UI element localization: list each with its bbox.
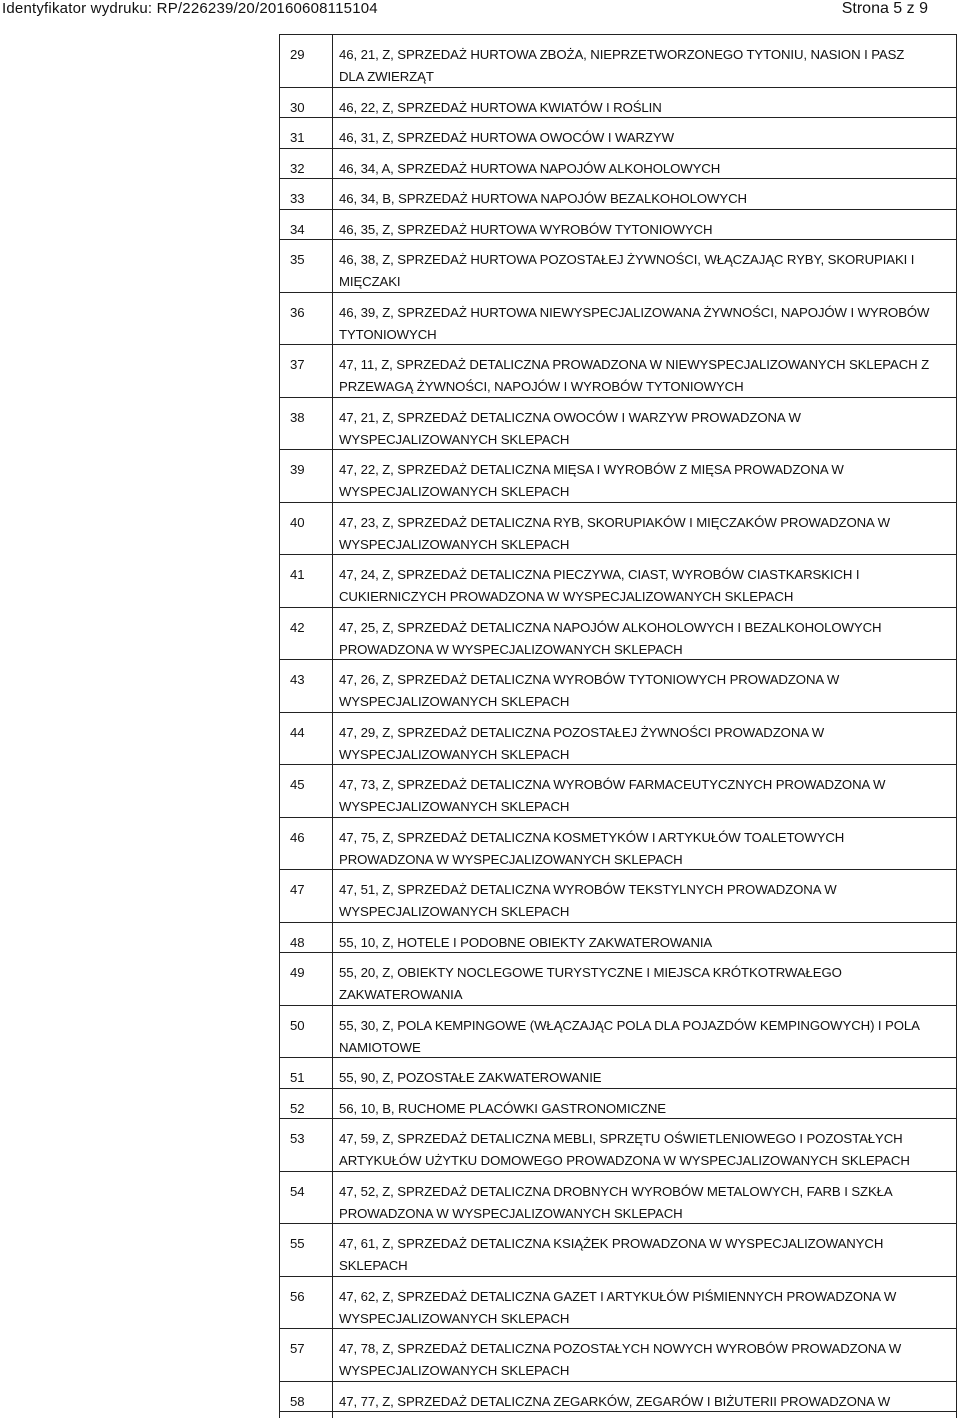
- description-line: SKLEPACH: [339, 1258, 408, 1273]
- description-line: 47, 59, Z, SPRZEDAŻ DETALICZNA MEBLI, SPRZĘTU OŚWIETLENIOWEGO I POZOSTAŁYCH: [339, 1131, 903, 1146]
- row-description: [339, 962, 951, 1006]
- description-line: WYSPECJALIZOWANYCH SKLEPACH: [339, 746, 570, 762]
- table-row: [280, 1277, 956, 1330]
- row-description: [339, 1098, 951, 1120]
- description-line: 47, 78, Z, SPRZEDAŻ DETALICZNA POZOSTAŁYCH NOWYCH WYROBÓW PROWADZONA W: [339, 1341, 902, 1356]
- row-description: [339, 407, 951, 451]
- row-description: [339, 1181, 951, 1225]
- row-number: 44: [290, 724, 305, 740]
- description-line: 47, 51, Z, SPRZEDAŻ DETALICZNA WYROBÓW TEKSTYLNYCH PROWADZONA W: [339, 882, 837, 897]
- row-number: 52: [290, 1100, 305, 1116]
- description-line: 55, 30, Z, POLA KEMPINGOWE (WŁĄCZAJĄC POLA DLA POJAZDÓW KEMPINGOWYCH) I POLA: [339, 1017, 920, 1033]
- table-row: [280, 953, 956, 1006]
- description-line: 46, 34, A, SPRZEDAŻ HURTOWA NAPOJÓW ALKOHOLOWYCH: [339, 160, 721, 176]
- row-number: 40: [290, 514, 305, 530]
- description-line: WYSPECJALIZOWANYCH SKLEPACH: [339, 1363, 570, 1378]
- description-line: PROWADZONA W WYSPECJALIZOWANYCH SKLEPACH: [339, 641, 683, 657]
- description-line: 47, 75, Z, SPRZEDAŻ DETALICZNA KOSMETYKÓW I ARTYKUŁÓW TOALETOWYCH: [339, 829, 845, 845]
- row-number: 58: [290, 1393, 305, 1409]
- row-description: [339, 932, 951, 954]
- row-number: 53: [290, 1131, 305, 1146]
- row-number: 57: [290, 1341, 305, 1356]
- row-number: 56: [290, 1288, 305, 1304]
- table-row: [280, 1172, 956, 1225]
- description-line: WYSPECJALIZOWANYCH SKLEPACH: [339, 694, 570, 709]
- page-number: Strona 5 z 9: [841, 0, 928, 17]
- row-number: 33: [290, 191, 305, 206]
- description-line: PRZEWAGĄ ŻYWNOŚCI, NAPOJÓW I WYROBÓW TYTONIOWYCH: [339, 379, 744, 394]
- row-number: 43: [290, 672, 305, 687]
- row-description: [339, 97, 951, 119]
- description-line: ZAKWATEROWANIA: [339, 987, 463, 1002]
- description-line: 55, 10, Z, HOTELE I PODOBNE OBIEKTY ZAKWATEROWANIA: [339, 934, 713, 950]
- row-number: 47: [290, 882, 305, 897]
- table-row: [280, 660, 956, 713]
- pkd-table: [279, 34, 957, 1418]
- description-line: WYSPECJALIZOWANYCH SKLEPACH: [339, 536, 570, 552]
- table-row: [280, 88, 956, 119]
- description-line: 55, 90, Z, POZOSTAŁE ZAKWATEROWANIE: [339, 1070, 602, 1085]
- description-line: PROWADZONA W WYSPECJALIZOWANYCH SKLEPACH: [339, 1205, 683, 1221]
- table-row: [280, 179, 956, 210]
- description-line: 47, 61, Z, SPRZEDAŻ DETALICZNA KSIĄŻEK PROWADZONA W WYSPECJALIZOWANYCH: [339, 1236, 884, 1251]
- row-description: [339, 354, 951, 398]
- description-line: NAMIOTOWE: [339, 1039, 421, 1055]
- row-description: [339, 188, 951, 210]
- row-number: 30: [290, 99, 305, 115]
- row-number: 38: [290, 409, 305, 425]
- table-row: [280, 1058, 956, 1089]
- table-row: [280, 503, 956, 556]
- description-line: DLA ZWIERZĄT: [339, 69, 434, 84]
- description-line: PROWADZONA W WYSPECJALIZOWANYCH SKLEPACH: [339, 851, 683, 867]
- description-line: 47, 26, Z, SPRZEDAŻ DETALICZNA WYROBÓW TYTONIOWYCH PROWADZONA W: [339, 672, 840, 687]
- row-number: 35: [290, 252, 305, 267]
- table-row: [280, 765, 956, 818]
- row-number: 54: [290, 1183, 305, 1199]
- description-line: 46, 21, Z, SPRZEDAŻ HURTOWA ZBOŻA, NIEPRZETWORZONEGO TYTONIU, NASION I PASZ: [339, 47, 905, 62]
- description-line: 47, 62, Z, SPRZEDAŻ DETALICZNA GAZET I ARTYKUŁÓW PIŚMIENNYCH PROWADZONA W: [339, 1288, 897, 1304]
- table-row: [280, 1119, 956, 1172]
- row-description: [339, 1338, 951, 1382]
- row-number: 36: [290, 304, 305, 320]
- row-description: [339, 564, 951, 608]
- table-row: [280, 345, 956, 398]
- row-number: 34: [290, 221, 305, 237]
- table-row: [280, 1224, 956, 1277]
- row-number: 31: [290, 130, 305, 145]
- table-row: [280, 818, 956, 871]
- description-line: MIĘCZAKI: [339, 274, 401, 289]
- row-number: 45: [290, 777, 305, 792]
- description-line: 47, 11, Z, SPRZEDAŻ DETALICZNA PROWADZONA W NIEWYSPECJALIZOWANYCH SKLEPACH Z: [339, 357, 930, 372]
- row-number: 51: [290, 1070, 305, 1085]
- table-row: [280, 35, 956, 88]
- row-number: 42: [290, 619, 305, 635]
- row-description: [339, 158, 951, 180]
- description-line: 46, 35, Z, SPRZEDAŻ HURTOWA WYROBÓW TYTONIOWYCH: [339, 221, 713, 237]
- row-description: [339, 827, 951, 871]
- row-description: [339, 669, 951, 713]
- row-description: [339, 249, 951, 293]
- row-description: [339, 302, 951, 346]
- row-number: 37: [290, 357, 305, 372]
- description-line: 46, 22, Z, SPRZEDAŻ HURTOWA KWIATÓW I ROŚLIN: [339, 99, 662, 115]
- row-description: [339, 127, 951, 149]
- row-number: 55: [290, 1236, 305, 1251]
- row-number: 49: [290, 965, 305, 980]
- table-row: [280, 713, 956, 766]
- row-description: [339, 879, 951, 923]
- row-description: [339, 1015, 951, 1059]
- row-description: [339, 1067, 951, 1089]
- description-line: 47, 23, Z, SPRZEDAŻ DETALICZNA RYB, SKORUPIAKÓW I MIĘCZAKÓW PROWADZONA W: [339, 514, 890, 530]
- description-line: 56, 10, B, RUCHOME PLACÓWKI GASTRONOMICZNE: [339, 1100, 667, 1116]
- row-description: [339, 774, 951, 818]
- table-row: [280, 555, 956, 608]
- table-row: [280, 450, 956, 503]
- table-row: [280, 1329, 956, 1382]
- row-number: 50: [290, 1017, 305, 1033]
- row-description: [339, 1391, 951, 1413]
- description-line: 47, 25, Z, SPRZEDAŻ DETALICZNA NAPOJÓW ALKOHOLOWYCH I BEZALKOHOLOWYCH: [339, 619, 882, 635]
- description-line: 46, 39, Z, SPRZEDAŻ HURTOWA NIEWYSPECJALIZOWANA ŻYWNOŚCI, NAPOJÓW I WYROBÓW: [339, 304, 930, 320]
- table-row: [280, 149, 956, 180]
- row-description: [339, 617, 951, 661]
- row-description: [339, 459, 951, 503]
- table-row: [280, 1089, 956, 1120]
- row-description: [339, 512, 951, 556]
- row-number: 32: [290, 160, 305, 176]
- description-line: WYSPECJALIZOWANYCH SKLEPACH: [339, 484, 570, 499]
- description-line: WYSPECJALIZOWANYCH SKLEPACH: [339, 431, 570, 447]
- table-row: [280, 210, 956, 241]
- row-description: [339, 1286, 951, 1330]
- table-row: [280, 870, 956, 923]
- description-line: WYSPECJALIZOWANYCH SKLEPACH: [339, 799, 570, 814]
- print-identifier: Identyfikator wydruku: RP/226239/20/20160608115104: [2, 0, 378, 17]
- description-line: 47, 24, Z, SPRZEDAŻ DETALICZNA PIECZYWA, CIAST, WYROBÓW CIASTKARSKICH I: [339, 567, 860, 582]
- description-line: 47, 52, Z, SPRZEDAŻ DETALICZNA DROBNYCH WYROBÓW METALOWYCH, FARB I SZKŁA: [339, 1183, 893, 1199]
- table-row: [280, 923, 956, 954]
- description-line: WYSPECJALIZOWANYCH SKLEPACH: [339, 1310, 570, 1326]
- description-line: WYSPECJALIZOWANYCH SKLEPACH: [339, 904, 570, 919]
- table-row: [280, 293, 956, 346]
- page-header: [0, 0, 960, 20]
- description-line: 55, 20, Z, OBIEKTY NOCLEGOWE TURYSTYCZNE I MIEJSCA KRÓTKOTRWAŁEGO: [339, 965, 842, 980]
- column-divider: [332, 34, 333, 1418]
- row-description: [339, 44, 951, 88]
- row-number: 39: [290, 462, 305, 477]
- row-number: 46: [290, 829, 305, 845]
- table-row: [280, 240, 956, 293]
- description-line: 47, 77, Z, SPRZEDAŻ DETALICZNA ZEGARKÓW, ZEGARÓW I BIŻUTERII PROWADZONA W: [339, 1393, 891, 1409]
- table-row: [280, 608, 956, 661]
- row-description: [339, 219, 951, 241]
- row-description: [339, 1128, 951, 1172]
- row-description: [339, 722, 951, 766]
- table-row: [280, 1382, 956, 1413]
- description-line: ARTYKUŁÓW UŻYTKU DOMOWEGO PROWADZONA W WYSPECJALIZOWANYCH SKLEPACH: [339, 1153, 910, 1168]
- row-number: 29: [290, 47, 305, 62]
- description-line: 47, 29, Z, SPRZEDAŻ DETALICZNA POZOSTAŁEJ ŻYWNOŚCI PROWADZONA W: [339, 724, 825, 740]
- description-line: 47, 22, Z, SPRZEDAŻ DETALICZNA MIĘSA I WYROBÓW Z MIĘSA PROWADZONA W: [339, 462, 844, 477]
- row-number: 41: [290, 567, 305, 582]
- description-line: 47, 21, Z, SPRZEDAŻ DETALICZNA OWOCÓW I WARZYW PROWADZONA W: [339, 409, 801, 425]
- row-number: 48: [290, 934, 305, 950]
- table-row: [280, 398, 956, 451]
- description-line: 47, 73, Z, SPRZEDAŻ DETALICZNA WYROBÓW FARMACEUTYCZNYCH PROWADZONA W: [339, 777, 886, 792]
- description-line: 46, 31, Z, SPRZEDAŻ HURTOWA OWOCÓW I WARZYW: [339, 130, 674, 145]
- description-line: TYTONIOWYCH: [339, 326, 437, 342]
- description-line: CUKIERNICZYCH PROWADZONA W WYSPECJALIZOWANYCH SKLEPACH: [339, 589, 794, 604]
- description-line: 46, 38, Z, SPRZEDAŻ HURTOWA POZOSTAŁEJ ŻYWNOŚCI, WŁĄCZAJĄC RYBY, SKORUPIAKI I: [339, 252, 915, 267]
- row-description: [339, 1233, 951, 1277]
- description-line: 46, 34, B, SPRZEDAŻ HURTOWA NAPOJÓW BEZALKOHOLOWYCH: [339, 191, 747, 206]
- table-row: [280, 118, 956, 149]
- table-row: [280, 1006, 956, 1059]
